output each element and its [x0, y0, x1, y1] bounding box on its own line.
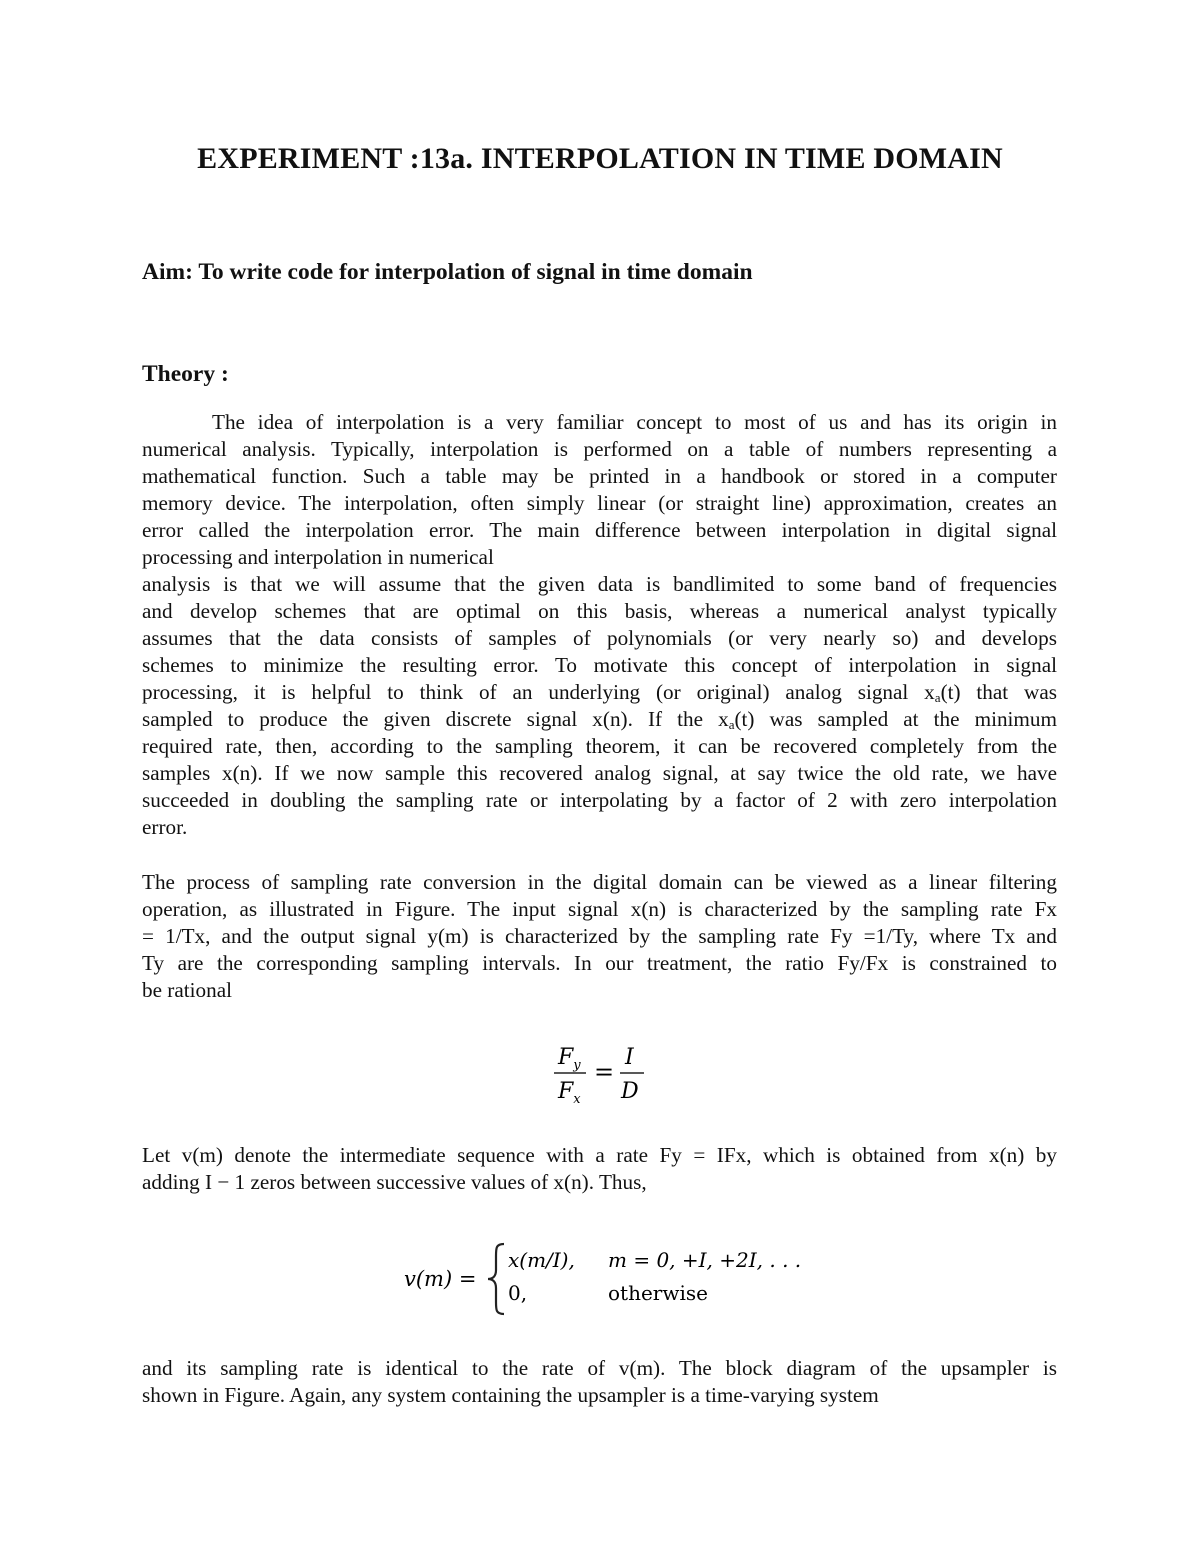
- subscript: a: [934, 690, 941, 705]
- text-line: and develop schemes that are optimal on this basis, whereas a numerical analyst typically: [142, 599, 1057, 623]
- text-line: Let v(m) denote the intermediate sequence with a rate Fy = IFx, which is obtained from x(n) by: [142, 1143, 1057, 1167]
- text-line: succeeded in doubling the sampling rate or interpolating by a factor of 2 with zero interpolation: [142, 788, 1057, 812]
- text-fragment: processing, it is helpful to think of an underlying (or original) analog signal x: [142, 680, 935, 704]
- text-line: operation, as illustrated in Figure. The input signal x(n) is characterized by the sampling rate Fx: [142, 897, 1057, 921]
- text-line: numerical analysis. Typically, interpolation is performed on a table of numbers representing a: [142, 437, 1057, 461]
- text-line: samples x(n). If we now sample this recovered analog signal, at say twice the old rate, we have: [142, 761, 1057, 785]
- subscript: a: [728, 717, 735, 732]
- text-line: memory device. The interpolation, often simply linear (or straight line) approximation, creates an: [142, 491, 1057, 515]
- text-line: be rational: [142, 978, 233, 1002]
- text-line: assumes that the data consists of samples of polynomials (or very nearly so) and develops: [142, 626, 1057, 650]
- theory-paragraph-1: [142, 409, 1057, 841]
- text-line: Ty are the corresponding sampling intervals. In our treatment, the ratio Fy/Fx is constrained to: [142, 951, 1057, 975]
- theory-paragraph-2: [142, 869, 1057, 1004]
- text-line: and its sampling rate is identical to the rate of v(m). The block diagram of the upsampler is: [142, 1356, 1057, 1380]
- text-fragment: (t) was sampled at the minimum: [734, 707, 1057, 731]
- eq-denominator-left: $F_x$: [558, 1079, 581, 1106]
- theory-paragraph-4: [142, 1355, 1057, 1409]
- text-line: error called the interpolation error. The main difference between interpolation in digital signal: [142, 518, 1057, 542]
- eq-equals: =: [594, 1058, 615, 1086]
- left-brace: [488, 1244, 504, 1314]
- eq-numerator-right: I: [625, 1045, 634, 1070]
- upsampled-sequence-equation: [400, 1238, 810, 1320]
- text-line: mathematical function. Such a table may be printed in a handbook or stored in a computer: [142, 464, 1057, 488]
- case1-value: x(m/I),: [508, 1248, 575, 1272]
- text-line: processing and interpolation in numerical: [142, 545, 494, 569]
- page-title: EXPERIMENT :13a. INTERPOLATION IN TIME DOMAIN: [197, 142, 1003, 175]
- case2-condition: otherwise: [608, 1281, 708, 1305]
- theory-paragraph-3: [142, 1142, 1057, 1196]
- eq-denominator-right: D: [621, 1079, 639, 1104]
- aim-heading: Aim: To write code for interpolation of signal in time domain: [142, 259, 753, 285]
- text-fragment: sampled to produce the given discrete signal x(n). If the x: [142, 707, 729, 731]
- text-line: The process of sampling rate conversion in the digital domain can be viewed as a linear filtering: [142, 870, 1057, 894]
- text-line: schemes to minimize the resulting error. To motivate this concept of interpolation in signal: [142, 653, 1057, 677]
- text-line: [142, 679, 1057, 706]
- text-line: adding I − 1 zeros between successive values of x(n). Thus,: [142, 1170, 647, 1194]
- eq-lhs: v(m) =: [404, 1267, 477, 1291]
- case2-value: 0,: [508, 1281, 528, 1305]
- text-line: analysis is that we will assume that the given data is bandlimited to some band of frequencies: [142, 572, 1057, 596]
- text-fragment: (t) that was: [940, 680, 1057, 704]
- text-line: The idea of interpolation is a very familiar concept to most of us and has its origin in: [212, 410, 1057, 434]
- case1-condition: m = 0, +I, +2I, . . .: [608, 1248, 802, 1272]
- text-line: shown in Figure. Again, any system containing the upsampler is a time-varying system: [142, 1383, 879, 1407]
- eq-numerator-left: $F_y$: [558, 1045, 581, 1073]
- text-line: = 1/Tx, and the output signal y(m) is characterized by the sampling rate Fy =1/Ty, where Tx and: [142, 924, 1057, 948]
- theory-heading: Theory :: [142, 361, 229, 387]
- text-line: required rate, then, according to the sampling theorem, it can be recovered completely from the: [142, 734, 1057, 758]
- text-line: error.: [142, 815, 188, 839]
- rate-ratio-equation: [548, 1040, 658, 1106]
- text-line: [142, 706, 1057, 733]
